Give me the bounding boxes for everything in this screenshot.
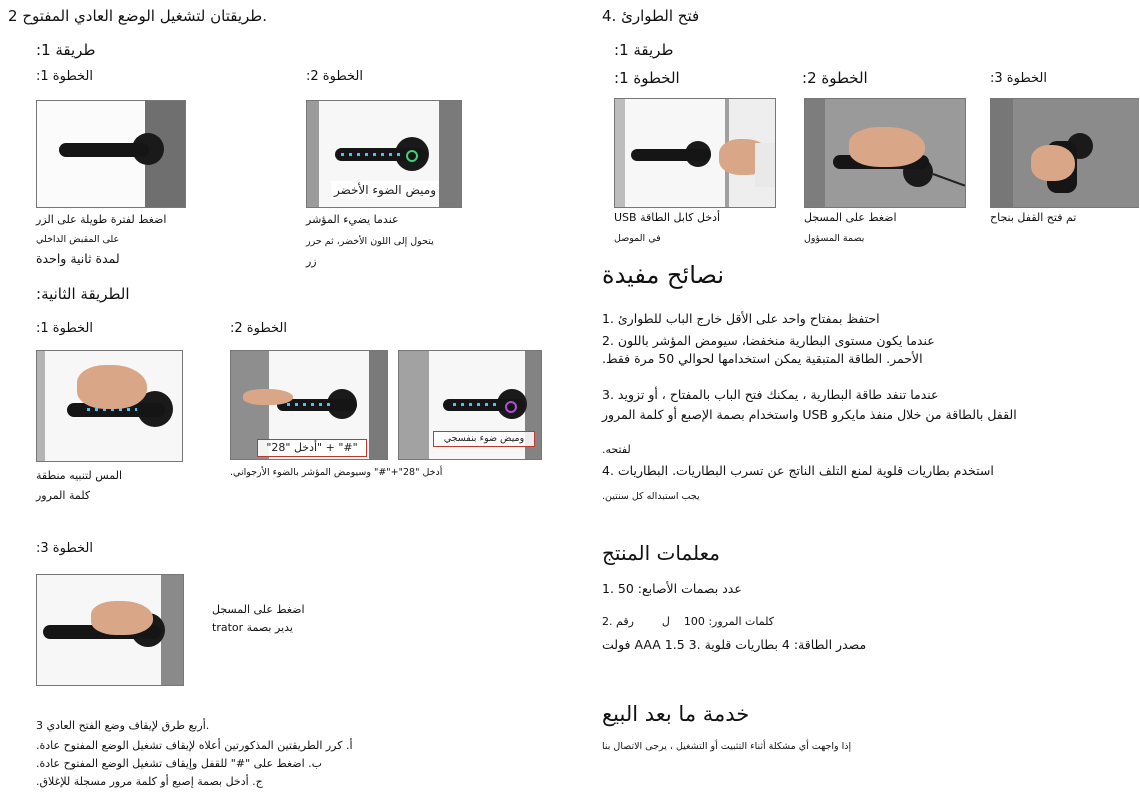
param-line-1: عدد بصمات الأصابع: 50 .1 — [602, 581, 742, 596]
method2-step2-label: :الخطوة 2 — [230, 321, 287, 336]
tip-line-7: استخدم بطاريات قلوية لمنع التلف الناتج عن تسرب البطاريات. البطاريات .4 — [602, 463, 994, 478]
tip-line-8: .يجب استبداله كل سنتين — [602, 491, 700, 502]
emergency-step3-caption: تم فتح القفل بنجاح — [990, 211, 1077, 224]
method2-step3-caption-2: trator يدير بصمة — [212, 621, 293, 634]
after-sales-title: خدمة ما بعد البيع — [602, 702, 750, 726]
stop-item-a: .أ. كرر الطريقتين المذكورتين أعلاه لإيقاف تشغيل الوضع المفتوح عادة — [36, 739, 353, 752]
stop-item-c: .ج. أدخل بصمة إصبع أو كلمة مرور مسجلة للإغلاق — [36, 775, 263, 788]
method2-step2-photo-flash — [398, 350, 542, 460]
emergency-step2-label: :الخطوة 2 — [802, 69, 868, 87]
method2-step1-photo — [36, 350, 183, 462]
emergency-step3-photo — [990, 98, 1139, 208]
method1-step2-caption-2: يتحول إلى اللون الأخضر، ثم حرر — [306, 236, 434, 247]
method1-step2-caption-3: زر — [306, 255, 317, 268]
emergency-step1-caption-1: USB أدخل كابل الطاقة — [614, 211, 721, 224]
tips-title: نصائح مفيدة — [602, 261, 725, 289]
method2-step2-photo-entry — [230, 350, 388, 460]
method2-step3-caption-1: اضغط على المسجل — [212, 603, 305, 616]
emergency-step2-photo — [804, 98, 966, 208]
purple-light-overlay: وميض ضوء بنفسجي — [433, 431, 535, 447]
emergency-section-title: فتح الطوارئ .4 — [602, 7, 700, 25]
after-sales-text: إذا واجهت أي مشكلة أثناء التثبيت أو التشغيل ، يرجى الاتصال بنا — [602, 741, 852, 752]
tip-line-1: احتفظ بمفتاح واحد على الأقل خارج الباب للطوارئ .1 — [602, 311, 880, 326]
green-light-overlay: وميض الضوء الأخضر — [331, 181, 439, 199]
method2-step1-caption-2: كلمة المرور — [36, 489, 91, 502]
method1-step2-photo — [306, 100, 462, 208]
method2-title: :الطريقة الثانية — [36, 285, 130, 303]
method1-title: :طريقة 1 — [36, 41, 96, 59]
method1-step1-photo — [36, 100, 186, 208]
stop-section-title: أربع طرق لإيقاف وضع الفتح العادي 3. — [36, 719, 210, 732]
param-line-2: كلمات المرور: 100 ل رقم .2 — [602, 615, 774, 628]
tip-line-4: عندما تنفد طاقة البطارية ، يمكنك فتح الباب بالمفتاح ، أو تزويد .3 — [602, 387, 939, 402]
method1-step2-label: :الخطوة 2 — [306, 69, 363, 84]
tip-line-2: عندما يكون مستوى البطارية منخفضا، سيومض المؤشر باللون .2 — [602, 333, 935, 348]
emergency-method1-title: :طريقة 1 — [614, 41, 674, 59]
normal-open-section-title: طريقتان لتشغيل الوضع العادي المفتوح 2. — [8, 7, 267, 25]
method2-step2-caption: .أدخل "28"+"#" وسيومض المؤشر بالضوء الأرجواني — [230, 467, 443, 478]
method1-step1-caption-1: اضغط لفترة طويلة على الزر — [36, 213, 167, 226]
emergency-step1-photo — [614, 98, 776, 208]
method1-step1-caption-3: لمدة ثانية واحدة — [36, 251, 120, 266]
tip-line-5: واستخدام بصمة الإصبع أو كلمة المرور USB القفل بالطاقة من خلال منفذ مايكرو — [602, 407, 1017, 422]
tip-line-3: .الأحمر. الطاقة المتبقية يمكن استخدامها لحوالي 50 مرة فقط — [602, 351, 923, 366]
method1-step1-label: :الخطوة 1 — [36, 69, 93, 84]
emergency-step1-caption-2: في الموصل — [614, 233, 661, 244]
emergency-step3-label: :الخطوة 3 — [990, 71, 1047, 86]
params-title: معلمات المنتج — [602, 541, 721, 565]
stop-item-b: .ب. اضغط على "#" للقفل وإيقاف تشغيل الوضع المفتوح عادة — [36, 757, 323, 770]
param-line-3: فولت AAA 1.5 مصدر الطاقة: 4 بطاريات قلوية .3 — [602, 637, 867, 652]
tip-line-6: .لفتحه — [602, 443, 631, 456]
method2-step1-caption-1: المس لتنبيه منطقة — [36, 469, 123, 482]
method2-step3-label: :الخطوة 3 — [36, 541, 93, 556]
password-entry-overlay: "28" أدخل" + "#" — [257, 439, 367, 457]
method2-step1-label: :الخطوة 1 — [36, 321, 93, 336]
emergency-step2-caption-1: اضغط على المسجل — [804, 211, 897, 224]
method1-step1-caption-2: على المقبض الداخلي — [36, 234, 120, 245]
emergency-step1-label: :الخطوة 1 — [614, 69, 680, 87]
emergency-step2-caption-2: بصمة المسؤول — [804, 233, 865, 244]
method2-step3-photo — [36, 574, 184, 686]
method1-step2-caption-1: عندما يضيء المؤشر — [306, 213, 399, 226]
